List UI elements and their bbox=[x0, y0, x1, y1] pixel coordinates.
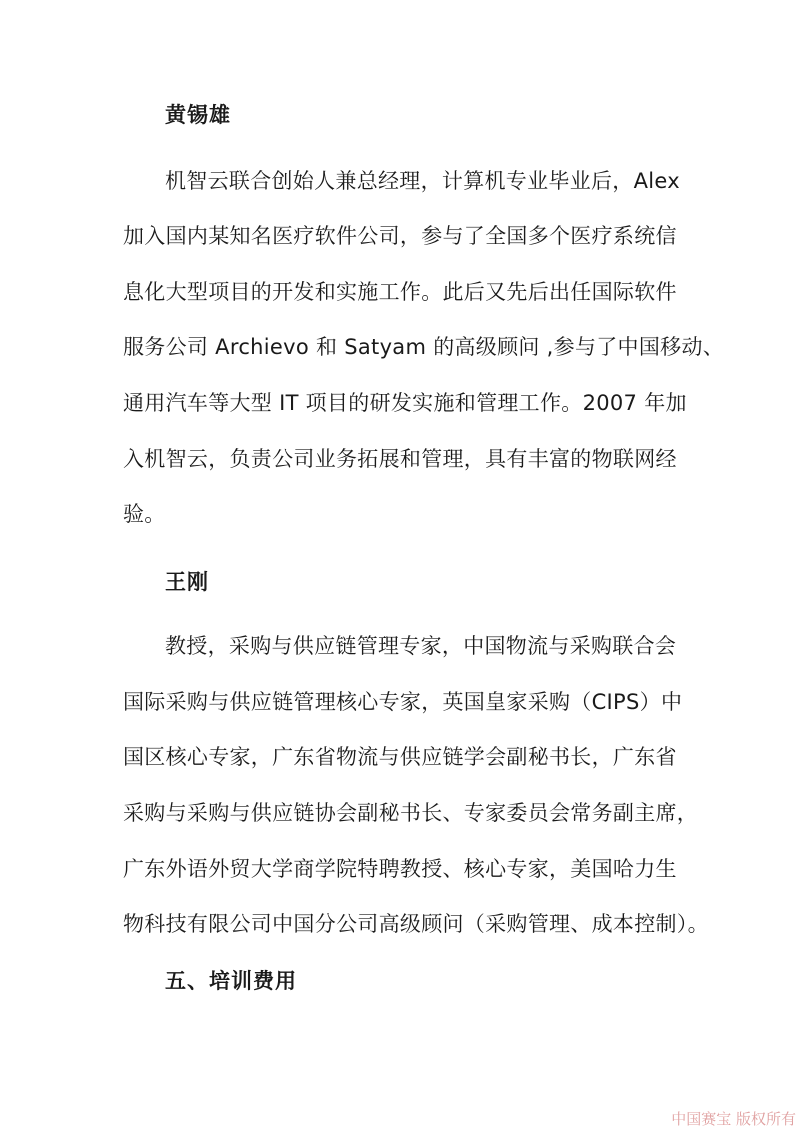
person1-name: 黄锡雄 bbox=[165, 103, 231, 127]
person2-bio-line: 广东外语外贸大学商学院特聘教授、核心专家，美国哈力生 bbox=[123, 857, 677, 881]
section-title: 五、培训费用 bbox=[165, 969, 297, 993]
copyright-watermark: 中国赛宝 版权所有 bbox=[671, 1110, 796, 1128]
person2-bio-line: 教授，采购与供应链管理专家，中国物流与采购联合会 bbox=[165, 634, 677, 658]
person2-name: 王刚 bbox=[165, 570, 209, 594]
person2-bio-line: 物科技有限公司中国分公司高级顾问（采购管理、成本控制）。 bbox=[123, 912, 709, 936]
person2-bio-line: 采购与采购与供应链协会副秘书长、专家委员会常务副主席， bbox=[123, 801, 699, 825]
person1-bio-line: 服务公司 Archievo 和 Satyam 的高级顾问 ,参与了中国移动、 bbox=[123, 335, 725, 359]
person1-bio-line: 加入国内某知名医疗软件公司，参与了全国多个医疗系统信 bbox=[123, 224, 677, 248]
person2-bio-line: 国际采购与供应链管理核心专家，英国皇家采购（CIPS）中 bbox=[123, 690, 683, 714]
person1-bio-line: 通用汽车等大型 IT 项目的研发实施和管理工作。2007 年加 bbox=[123, 391, 687, 415]
person1-bio-line: 息化大型项目的开发和实施工作。此后又先后出任国际软件 bbox=[123, 280, 677, 304]
person1-bio-line: 入机智云，负责公司业务拓展和管理，具有丰富的物联网经 bbox=[123, 447, 677, 471]
person2-bio-line: 国区核心专家，广东省物流与供应链学会副秘书长，广东省 bbox=[123, 745, 677, 769]
person1-bio-line: 机智云联合创始人兼总经理，计算机专业毕业后，Alex bbox=[165, 169, 680, 193]
person1-bio-line: 验。 bbox=[123, 502, 166, 526]
